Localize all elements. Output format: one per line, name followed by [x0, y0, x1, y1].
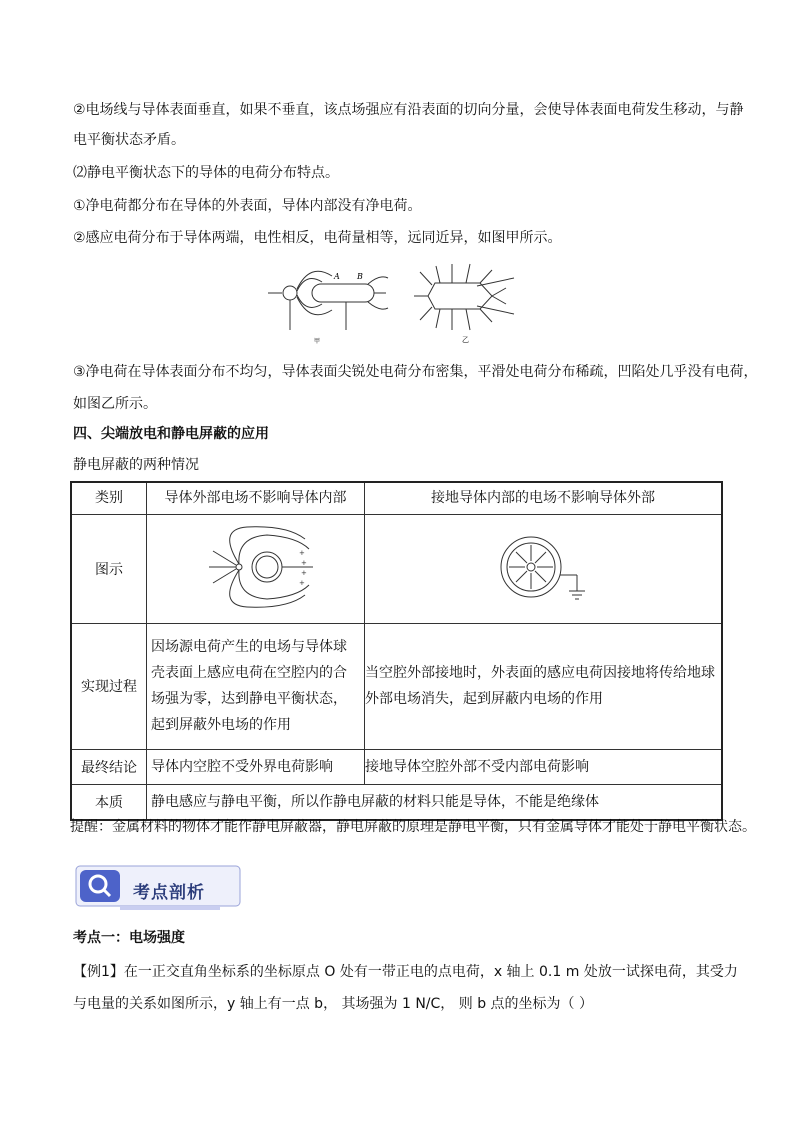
conductor-figure — [262, 258, 532, 348]
caption-yi: 乙 — [462, 336, 469, 344]
paragraph-line: ②电场线与导体表面垂直，如果不垂直，该点场强应有沿表面的切向分量，会使导体表面电荷发生移动，与静 — [73, 102, 744, 118]
badge-title: 考点剖析 — [133, 883, 205, 903]
paragraph-line: ①净电荷都分布在导体的外表面，导体内部没有净电荷。 — [73, 198, 422, 214]
paragraph-line: 如图乙所示。 — [73, 396, 157, 412]
table-caption: 静电屏蔽的两种情况 — [73, 457, 199, 473]
row-process-label: 实现过程 — [71, 623, 147, 749]
grounded-sphere-diagram — [365, 515, 721, 619]
figure-external-shield — [147, 514, 365, 623]
tip-text: 提醒：金属材料的物体才能作静电屏蔽器，静电屏蔽的原理是静电平衡，只有金属导体才能处于静电平衡状态。 — [70, 819, 756, 835]
svg-text:+: + — [301, 558, 307, 567]
figure-jia — [268, 271, 388, 330]
paragraph-line: 电平衡状态矛盾。 — [73, 132, 185, 148]
example-line: 【例1】在一正交直角坐标系的坐标原点 O 处有一带正电的点电荷，x 轴上 0.1 m 处放一试探电荷，其受力 — [73, 964, 738, 980]
figure-yi — [414, 264, 514, 330]
svg-text:+: + — [299, 548, 305, 557]
svg-text:+: + — [301, 568, 307, 577]
header-grounded: 接地导体内部的电场不影响导体外部 — [365, 482, 723, 514]
process-external: 因场源电荷产生的电场与导体球壳表面上感应电荷在空腔内的合场强为零，达到静电平衡状态，起到屏蔽外电场的作用 — [151, 639, 347, 733]
conclusion-external: 导体内空腔不受外界电荷影响 — [151, 758, 333, 775]
paragraph-line: ⑵静电平衡状态下的导体的电荷分布特点。 — [73, 165, 339, 181]
essence-text: 静电感应与静电平衡，所以作静电屏蔽的材料只能是导体，不能是绝缘体 — [151, 793, 599, 810]
label-b: B — [357, 272, 363, 281]
caption-jia: 甲 — [314, 338, 321, 345]
row-conclusion-label: 最终结论 — [71, 749, 147, 784]
row-figure-label: 图示 — [71, 514, 147, 623]
header-external-field: 导体外部电场不影响导体内部 — [147, 482, 365, 514]
label-a: A — [334, 272, 340, 281]
example-line: 与电量的关系如图所示，y 轴上有一点 b， 其场强为 1 N/C， 则 b 点的坐标为（ ） — [73, 996, 593, 1012]
row-essence-label: 本质 — [71, 784, 147, 820]
section-heading: 四、尖端放电和静电屏蔽的应用 — [73, 426, 269, 442]
paragraph-line: ②感应电荷分布于导体两端，电性相反，电荷量相等，远同近异，如图甲所示。 — [73, 230, 562, 246]
figure-grounded-shield — [365, 514, 723, 623]
header-category: 类别 — [71, 482, 147, 514]
process-grounded: 当空腔外部接地时，外表面的感应电荷因接地将传给地球外部电场消失，起到屏蔽内电场的作用 — [365, 665, 715, 707]
shield-sphere-diagram — [147, 515, 364, 619]
shielding-table — [70, 481, 723, 821]
paragraph-line: ③净电荷在导体表面分布不均匀，导体表面尖锐处电荷分布密集，平滑处电荷分布稀疏，凹陷处几乎没有电荷， — [73, 364, 758, 380]
point-heading: 考点一：电场强度 — [73, 930, 185, 946]
svg-text:+: + — [299, 578, 305, 587]
conclusion-grounded: 接地导体空腔外部不受内部电荷影响 — [365, 758, 589, 775]
